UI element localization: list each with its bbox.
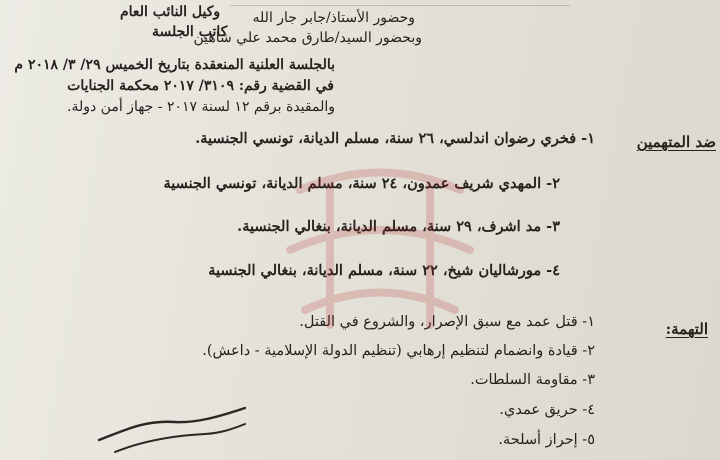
case-number-line: في القضية رقم: ٣١٠٩/ ٢٠١٧ محكمة الجنايات [67, 78, 334, 94]
header-attendance-line-1: وحضور الأستاذ/جابر جار الله [252, 10, 415, 26]
charge-item-4: ٤- حريق عمدي. [499, 402, 595, 418]
defendant-item-1: ١- فخري رضوان اندلسي، ٢٦ سنة، مسلم الديانة، تونسي الجنسية. [195, 130, 595, 147]
header-attendance-line-2: وبحضور السيد/طارق محمد علي شاهين [193, 30, 422, 46]
charge-item-5: ٥- إحراز أسلحة. [498, 432, 595, 448]
registered-number-line: والمقيدة برقم ١٢ لسنة ٢٠١٧ - جهاز أمن دولة. [67, 99, 335, 115]
watermark-logo-graphic [270, 150, 490, 350]
header-prosecutor-title: وكيل النائب العام [120, 4, 221, 20]
session-date-line: بالجلسة العلنية المنعقدة بتاريخ الخميس ٢٩/ ٣/ ٢٠١٨ م [14, 57, 335, 73]
charges-label: التهمة: [665, 320, 708, 338]
charge-item-1: ١- قتل عمد مع سبق الإصرار، والشروع في القتل. [299, 314, 595, 330]
defendant-item-4: ٤- مورشاليان شيخ، ٢٢ سنة، مسلم الديانة، بنغالي الجنسية [208, 262, 560, 279]
defendant-item-3: ٣- مد اشرف، ٢٩ سنة، مسلم الديانة، بنغالي الجنسية. [237, 218, 560, 235]
charge-item-2: ٢- قيادة وانضمام لتنظيم إرهابي (تنظيم الدولة الإسلامية - داعش). [202, 343, 595, 359]
defendant-item-2: ٢- المهدي شريف عمدون، ٢٤ سنة، مسلم الديانة، تونسي الجنسية [163, 175, 560, 192]
top-cutoff-line [230, 0, 570, 6]
header-clerk-title: كاتب الجلسة [152, 24, 228, 40]
charge-item-3: ٣- مقاومة السلطات. [470, 372, 595, 388]
defendants-label: ضد المتهمين [636, 133, 716, 151]
handwritten-signature [95, 400, 255, 460]
